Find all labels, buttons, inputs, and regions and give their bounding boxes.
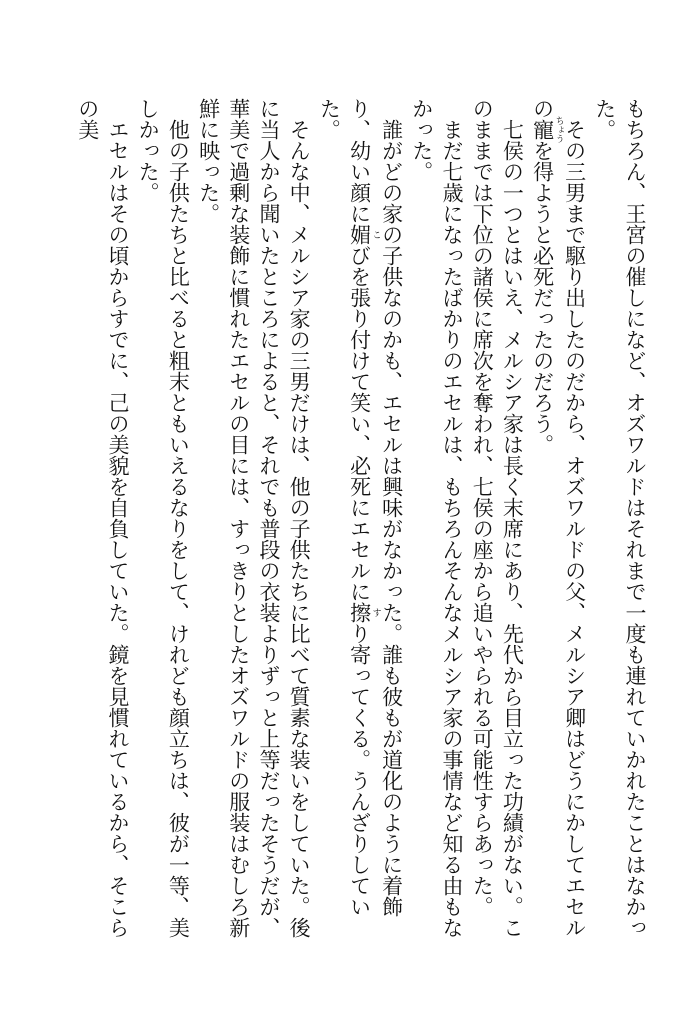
novel-text-body <box>70 98 650 958</box>
paragraph-7: 他の子供たちと比べると粗末ともいえるなりをして、けれども顔立ちは、彼が一等、美しかった。 <box>136 98 191 938</box>
paragraph-2-text-after: を得ようと必死だったのだろう。 <box>530 140 555 455</box>
paragraph-6: そんな中、メルシア家の三男だけは、他の子供たちに比べて質素な装いをしていた。後に当人から聞いたところによると、それでも普段の衣装よりずっと上等だったそうだが、華美で過剰な装飾に慣れたエセルの目には、すっきりとしたオズワルドの服装はむしろ新鮮に映った。 <box>196 98 312 938</box>
ruby-ko: 媚 こ <box>347 224 381 245</box>
paragraph-5-after: り寄ってくる。うんざりしていた。 <box>317 98 372 917</box>
paragraph-3: 七侯の一つとはいえ、メルシア家は長く末席にあり、先代から目立った功績がない。このままでは下位の諸侯に席次を奪われ、七侯の座から追いやられる可能性すらあった。 <box>470 98 525 938</box>
paragraph-2-text: その三男まで駆り出したのだから、オズワルドの父、メルシア卿はどうにかしてエセルの <box>530 98 587 938</box>
paragraph-1: もちろん、王宮の催しになど、オズワルドはそれまで一度も連れていかれたことはなかった。 <box>592 98 647 938</box>
paragraph-5 <box>314 98 406 958</box>
ruby-cho: 寵 ちょう <box>530 116 564 143</box>
paragraph-8: エセルはその頃からすでに、己の美貌を自負していた。鏡を見慣れているから、そこらの美 <box>75 98 130 938</box>
paragraph-5-mid: びを張り付けて笑い、必死にエセルに <box>347 245 372 602</box>
ruby-su: 擦 す <box>347 602 381 623</box>
paragraph-2 <box>527 98 589 958</box>
paragraph-5-text: 誰がどの家の子供なのかも、エセルは興味がなかった。誰も彼もが道化のように着飾り、幼い顔に <box>347 98 404 917</box>
paragraph-4: まだ七歳になったばかりのエセルは、もちろんそんなメルシア家の事情など知る由もなかった。 <box>409 98 464 938</box>
